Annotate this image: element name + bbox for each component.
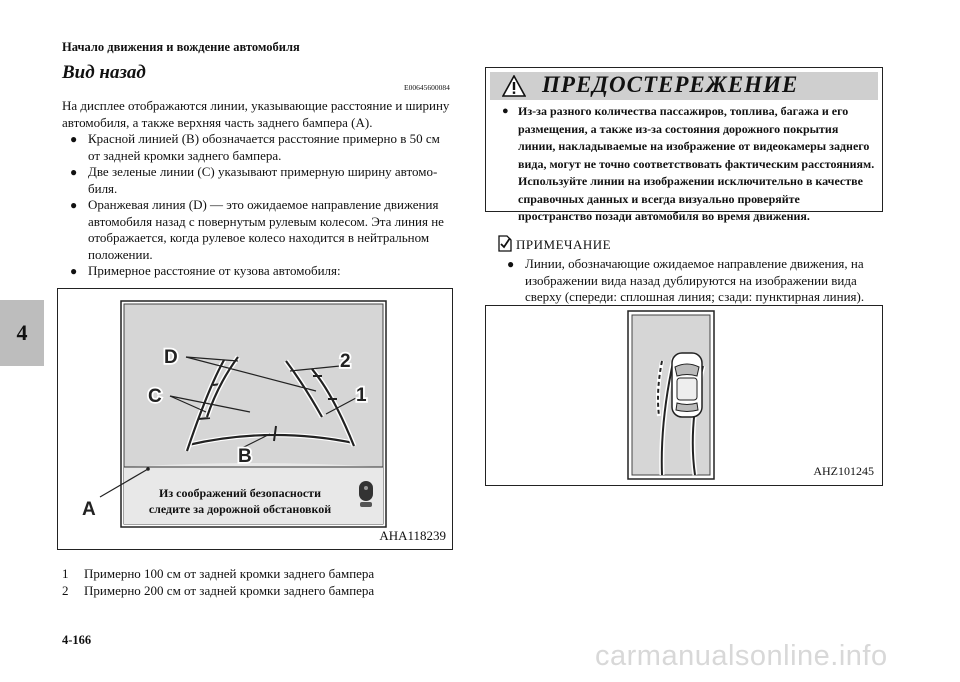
chapter-tab: 4 [0,300,44,366]
label-1: 1 [356,385,367,406]
bullet-item: ● Оранжевая линия (D) — это ожидаемое направление движения автомобиля назад с повернутым рулевым колесом. Эта линия не отображается, когда рулевое колесо находится в нейтральном положении. [62,197,454,263]
warning-text: ● Из-за разного количества пассажиров, топлива, багажа и его размещения, а также из-за состояния дорожного покрытия линии, накладываемые на изображение от видеокамеры заднего вида, могут не точно соответствовать фактическим расстояниям. Используйте линии на изображении исключительно в качестве справочных данных и всегда визуально проверяйте пространство позади автомобиля во время движения. [518,103,876,226]
bullet-item: ● Две зеленые линии (C) указывают примерную ширину автомо-биля. [62,164,454,197]
page-header: Начало движения и вождение автомобиля [62,40,300,54]
section-code: E00645600084 [404,83,450,92]
warning-triangle-icon [502,75,526,97]
note-icon [497,235,513,252]
label-b: B [238,446,252,467]
label-c: C [148,386,162,407]
warning-box [485,67,883,223]
rear-view-illustration [58,289,452,549]
screen-warning-line-2: следите за дорожной обстановкой [148,502,332,516]
label-a: A [82,499,96,520]
legend-text: Примерно 100 см от задней кромки заднего бампера [84,566,375,581]
leader-a-dot [146,467,150,471]
legend-item [62,565,374,582]
section-body [62,98,454,280]
bullet-item: ● Примерное расстояние от кузова автомобиля: [62,263,454,280]
legend-number: 2 [62,583,69,598]
warning-header [490,72,878,100]
tick-left-1 [198,418,210,419]
section-title: Вид назад [62,62,146,83]
note-bullet: ● Линии, обозначающие ожидаемое направление движения, на изображении вида назад дублируются на изображении вида сверху (спереди: сплошная линия; сзади: пунктирная линия). [499,256,889,306]
car-top-view-icon [672,353,702,417]
legend-item [62,582,374,599]
figure-legend [62,565,374,599]
warning-title: ПРЕДОСТЕРЕЖЕНИЕ [542,72,799,97]
note-label: ПРИМЕЧАНИЕ [516,237,612,252]
figure2-code: AHZ101245 [813,464,874,478]
watermark: carmanualsonline.info [595,640,888,672]
legend-text: Примерно 200 см от задней кромки заднего бампера [84,583,375,598]
bullet-item: ● Красной линией (B) обозначается расстояние примерно в 50 см от задней кромки заднего бампера. [62,131,454,164]
screen-warning-line-1: Из соображений безопасности [159,486,321,500]
top-view-figure [485,305,883,486]
label-2: 2 [340,351,351,372]
note-text [499,256,889,306]
rear-view-figure [57,288,453,550]
page-number: 4-166 [62,633,92,647]
label-d: D [164,347,178,368]
intro-paragraph: На дисплее отображаются линии, указывающие расстояние и ширину автомобиля, а также верхняя часть заднего бампера (A). [62,98,450,130]
legend-number: 1 [62,566,69,581]
parking-sensor-icon [359,481,373,507]
figure1-code: AHA118239 [379,528,446,543]
top-view-illustration [486,306,882,485]
